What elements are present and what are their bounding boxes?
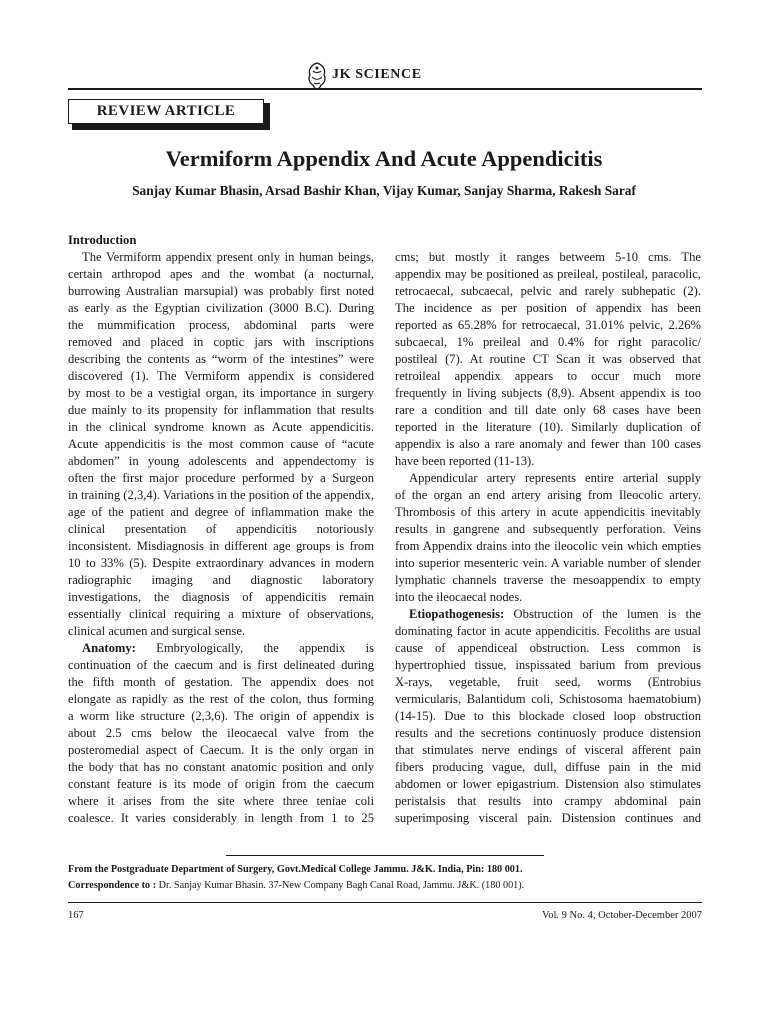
body-line: elongate as rapidly as the rest of the colon, thus forming [68, 692, 374, 706]
body-line: essentially clinical requiring a mixture of observations, [68, 607, 374, 621]
body-line: Appendicular artery represents entire arterial supply [409, 471, 701, 485]
body-line: cms; but mostly it ranges betweem 5-10 cms. The [395, 250, 701, 264]
section-heading-introduction: Introduction [68, 233, 137, 247]
body-line: vermicularis, Balantidum coli, Schistosoma haematobium) [395, 692, 701, 706]
body-line: of the organ an end artery arising from Ileocolic artery. [395, 488, 701, 502]
body-text: Embryologically, the appendix is [156, 641, 374, 655]
body-line: reported in the literature (10). Similarly duplication of [395, 420, 701, 434]
body-line: Thrombosis of this artery in acute appendicitis inevitably [395, 505, 701, 519]
body-line: about 2.5 cms below the ileocaecal valve from the [68, 726, 374, 740]
section-label-anatomy: Anatomy: [82, 641, 136, 655]
body-line: describing the contents as “worm of the intestines” were [68, 352, 374, 366]
body-line: radiographic imaging and diagnostic laboratory [68, 573, 374, 587]
body-line: rare a condition and till date only 68 cases have been [395, 403, 701, 417]
body-line: X-rays, vegetable, fruit seed, worms (Entrobius [395, 675, 701, 689]
body-line: burrowing Australian marsupial) was probably first noted [68, 284, 374, 298]
body-line: continuation of the caecum and is first delineated during [68, 658, 374, 672]
section-label-etiopathogenesis: Etiopathogenesis: [409, 607, 505, 621]
body-line: frequently in living subjects (8,9). Absent appendix is too [395, 386, 701, 400]
body-line: appendix may be positioned as preileal, postileal, paracolic, [395, 267, 701, 281]
body-line: inconsistent. Misdiagnosis in different age groups is from [68, 539, 374, 553]
article-type-label: REVIEW ARTICLE [68, 99, 264, 124]
body-line: posteromedial aspect of Caecum. It is the only organ in [68, 743, 374, 757]
body-line: results and the secretions continuosly produce distension [395, 726, 701, 740]
body-line: appendix is also a rare anomaly and fewer than 100 cases [395, 437, 701, 451]
body-line: the mummification process, abdominal parts were [68, 318, 374, 332]
body-line: dominating factor in acute appendicitis. Fecoliths are usual [395, 624, 701, 638]
body-line: constant feature is its mode of origin from the caecum [68, 777, 374, 791]
body-line: The incidence as per position of appendix has been [395, 301, 701, 315]
article-title: Vermiform Appendix And Acute Appendicitis [165, 146, 603, 171]
author-list: Sanjay Kumar Bhasin, Arsad Bashir Khan, Vijay Kumar, Sanjay Sharma, Rakesh Saraf [132, 183, 636, 198]
body-line: the body that has no constant anatomic position and only [68, 760, 374, 774]
footnote-rule [226, 855, 544, 856]
body-line: often the first major procedure performed by a Surgeon [68, 471, 374, 485]
body-line: a worm like structure (2,3,6). The origin of appendix is [68, 709, 374, 723]
body-line: abdomen” in young adolescents and appendectomy is [68, 454, 374, 468]
body-text: Obstruction of the lumen is the [513, 607, 701, 621]
body-line: in training (2,3,4). Variations in the position of the appendix, [68, 488, 374, 502]
affiliation-note: From the Postgraduate Department of Surgery, Govt.Medical College Jammu. J&K. India, Pin: 180 001. [68, 864, 523, 875]
body-line: retrocaecal, subcaecal, pelvic and rarely subhepatic (2). [395, 284, 701, 298]
body-line: certain arthropod apes and the wombat (a nocturnal, [68, 267, 374, 281]
body-line: (14-15). Due to this blockade closed loop obstruction [395, 709, 701, 723]
etiopathogenesis-paragraph-start [395, 606, 701, 623]
body-line: cause of appendiceal obstruction. Less common is [395, 641, 701, 655]
body-line: as early as the Egyptian civilization (3000 B.C). During [68, 301, 374, 315]
body-line: coalesce. It varies considerably in length from 1 to 25 [68, 811, 374, 825]
left-column [68, 232, 374, 827]
body-line: retroileal appendix appears to occur much more [395, 369, 701, 383]
body-line: investigations, the diagnosis of appendicitis remain [68, 590, 374, 604]
body-line: peristalsis that results into crampy abdominal pain [395, 794, 701, 808]
body-line: reported as 65.28% for retrocaecal, 31.01% pelvic, 2.26% [395, 318, 701, 332]
body-line: 10 to 33% (5). Despite extraordinary advances in modern [68, 556, 374, 570]
right-column [395, 249, 701, 827]
body-line: age of the patient and degree of inflammation make the [68, 505, 374, 519]
body-line: The Vermiform appendix present only in human beings, [82, 250, 374, 264]
body-line: Acute appendicitis is the most common cause of “acute [68, 437, 374, 451]
body-line: removed and placed in coptic jars with inscriptions [68, 335, 374, 349]
body-line: have been reported (11-13). [395, 454, 535, 468]
body-line: in the clinical syndrome known as Acute appendicitis. [68, 420, 374, 434]
body-line: from Appendix drains into the ileocolic vein which empties [395, 539, 701, 553]
body-line: into the ileocaecal nodes. [395, 590, 523, 604]
body-line: that stimulates nerve endings of visceral afferent pain [395, 743, 701, 757]
body-line: lymphatic channels traverse the mesoappendix to empty [395, 573, 701, 587]
body-line: abdomen or lower epigastrium. Distension also stimulates [395, 777, 701, 791]
correspondence-label: Correspondence to : [68, 880, 157, 891]
body-line: due mainly to its propensity for inflammation that results [68, 403, 374, 417]
body-line: discovered (1). The Vermiform appendix is considered [68, 369, 374, 383]
volume-info: Vol. 9 No. 4, October-December 2007 [542, 910, 702, 921]
journal-name: JK SCIENCE [332, 67, 422, 82]
body-line: into superior mesenteric vein. A variable number of slender [395, 556, 701, 570]
body-line: results in gangrene and subsequently perforation. Veins [395, 522, 701, 536]
body-line: postileal (7). At routine CT Scan it was observed that [395, 352, 701, 366]
correspondence-note [68, 880, 524, 891]
crest-emblem-icon [304, 61, 330, 91]
body-line: by most to be a vestigial organ, its importance in surgery [68, 386, 374, 400]
body-line: where it arises from the site where three teniae coli [68, 794, 374, 808]
anatomy-paragraph-start [68, 640, 374, 657]
body-line: clinical presentation of appendicitis notoriously [68, 522, 374, 536]
body-line: hypertrophied tissue, inspissated barium from previous [395, 658, 701, 672]
footer-rule [68, 902, 702, 903]
body-line: the fifth month of gestation. The appendix does not [68, 675, 374, 689]
body-line: clinical acumen and surgical sense. [68, 624, 246, 638]
correspondence-text: Dr. Sanjay Kumar Bhasin. 37-New Company Bagh Canal Road, Jammu. J&K. (180 001). [156, 880, 525, 891]
body-line: fibers producing vague, dull, diffuse pain in the mid [395, 760, 701, 774]
body-line: subcaecal, 1% preileal and 0.4% for right paracolic/ [395, 335, 701, 349]
body-line: superimposing visceral pain. Distension continues and [395, 811, 701, 825]
header-rule [68, 88, 702, 90]
page-number: 167 [68, 910, 84, 921]
